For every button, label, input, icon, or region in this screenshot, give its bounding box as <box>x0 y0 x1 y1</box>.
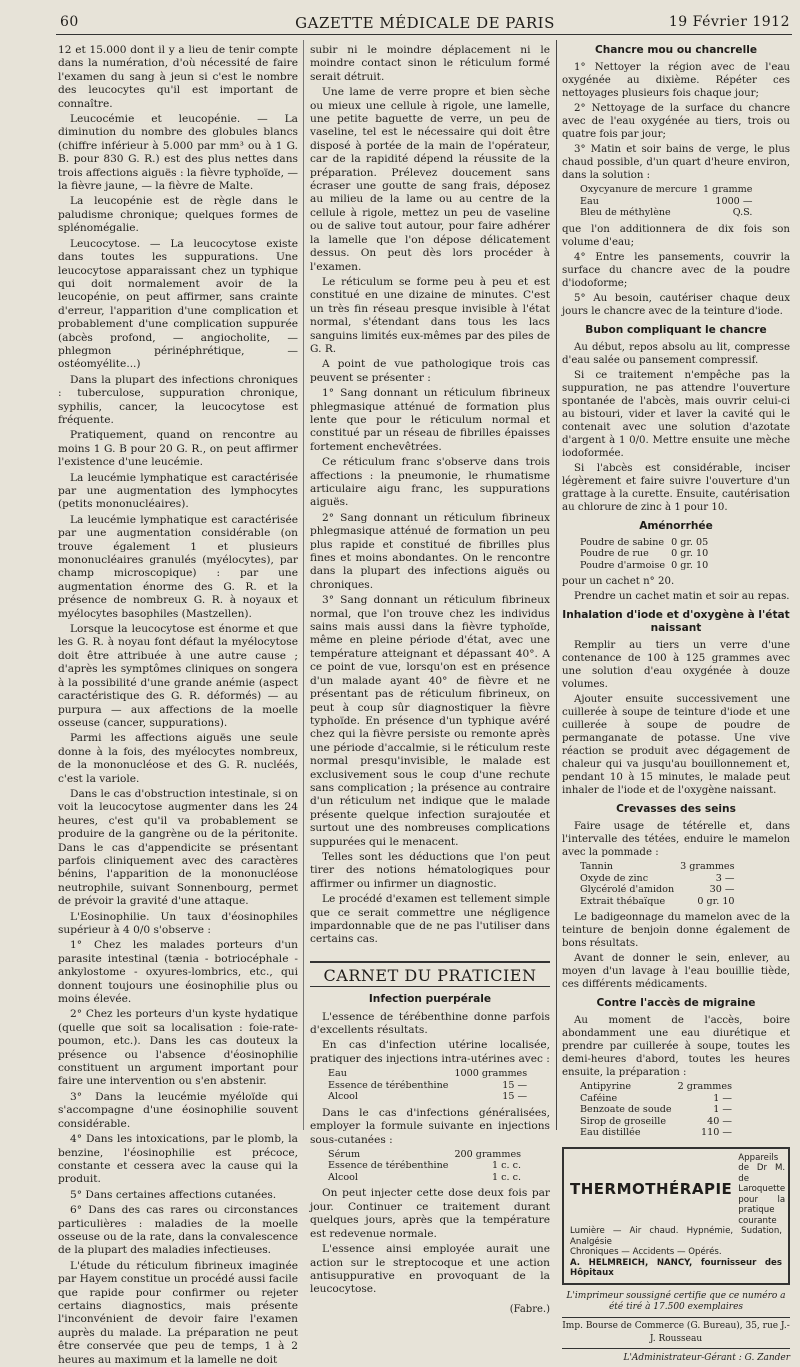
prescription-row <box>326 1068 529 1080</box>
prescription-row <box>578 884 737 896</box>
ingredient: Eau <box>580 195 599 207</box>
ad-line: Appareils de Dr M. de Laroquette pour la pratique courante <box>738 1152 786 1226</box>
dose: 1000 grammes <box>454 1068 528 1080</box>
paragraph: 2° Sang donnant un réticulum fibrineux phlegmasique atténué de formation un peu plus rapide et constitué de fibrilles plus fines et moins abondantes. On le rencontre dans la plupart des infections aiguës ou chroniques. <box>310 511 550 591</box>
ad-line: Chroniques — Accidents — Opérés. <box>570 1247 722 1257</box>
ingredient: Bleu de méthylène <box>580 207 671 218</box>
dose: 1 — <box>713 1104 733 1115</box>
prescription-row <box>578 861 737 873</box>
ingredient: Poudre de rue <box>580 548 649 559</box>
header-rule <box>56 34 792 35</box>
paragraph: Dans le cas d'infections généralisées, employer la formule suivante en injections sous-cutanées : <box>310 1106 550 1146</box>
dose: 40 — <box>707 1115 733 1127</box>
paragraph: Ajouter ensuite successivement une cuillerée à soupe de teinture d'iode et une cuillerée à soupe de poudre de permanganate de potasse. Une vive réaction se produit avec dégagement de chaleur qui va jusqu'au bouillonnement et, pendant 10 à 15 minutes, le malade peut inhaler de l'iode et de l'oxygène naissant. <box>562 694 790 796</box>
prescription-table <box>578 537 710 572</box>
subsection-title: Inhalation d'iode et d'oxygène à l'état naissant <box>562 609 790 634</box>
prescription-row <box>578 1104 734 1116</box>
prescription-row <box>578 184 754 196</box>
ingredient: Essence de térébenthine <box>328 1160 449 1172</box>
paragraph: 4° Dans les intoxications, par le plomb, la benzine, l'éosinophilie est précoce, constante et cessera avec la cause qui la produit. <box>58 1133 298 1186</box>
column-2 <box>310 44 550 1315</box>
ingredient: Benzoate de soude <box>580 1104 672 1115</box>
ad-line: Lumière — Air chaud. Hypnémie, Sudation, Analgésie <box>570 1226 782 1247</box>
prescription-table <box>578 184 754 219</box>
prescription-row <box>578 537 710 549</box>
paragraph: Telles sont les déductions que l'on peut tirer des notions hématologiques pour affirmer ou infirmer un diagnostic. <box>310 850 550 890</box>
publication-title: GAZETTE MÉDICALE DE PARIS <box>295 14 555 32</box>
paragraph: Au moment de l'accès, boire abondamment une eau diurétique et prendre par cuillerée à soupe, toutes les demi-heures d'abord, toutes les heures ensuite, la préparation : <box>562 1015 790 1078</box>
subsection-title: Aménorrhée <box>639 519 713 532</box>
paragraph: Parmi les affections aiguës une seule donne à la fois, des myélocytes nombreux, de la mononucléose et des G. R. nucléés, c'est la variole. <box>58 732 298 785</box>
prescription-row <box>578 1081 734 1093</box>
ingredient: Tannin <box>580 861 613 872</box>
dose: 3 — <box>715 872 735 884</box>
prescription-row <box>578 207 754 219</box>
prescription-row <box>578 1093 734 1105</box>
issue-date: 19 Février 1912 <box>668 14 790 30</box>
dose: 1 gramme <box>702 184 753 195</box>
dose: Q.S. <box>732 207 753 218</box>
paragraph: 5° Dans certaines affections cutanées. <box>70 1188 277 1201</box>
paragraph: 3° Dans la leucémie myéloïde qui s'accompagne d'une éosinophilie souvent considérable. <box>58 1090 298 1130</box>
ad-line: A. HELMREICH, NANCY, fournisseur des Hôpitaux <box>570 1257 782 1278</box>
dose: 110 — <box>701 1127 733 1138</box>
prescription-row <box>578 873 737 885</box>
paragraph: Lorsque la leucocytose est énorme et que les G. R. à noyau font défaut la myélocytose doit être attribuée à une autre cause ; d'après les symptômes cliniques on songera à la possibilité d'une grande anémie (aspect caractéristique des G. R. déformés) — au purpura — aux affections de la moelle osseuse (cancer, suppurations). <box>58 623 298 729</box>
paragraph: Dans la plupart des infections chroniques : tuberculose, suppuration chronique, syphilis, cancer, la leucocytose est fréquente. <box>58 373 298 426</box>
subsection-title: Chancre mou ou chancrelle <box>594 44 758 56</box>
paragraph: Faire usage de tétérelle et, dans l'intervalle des tétées, enduire le mamelon avec la pommade : <box>562 821 790 858</box>
prescription-row <box>578 896 737 908</box>
ingredient: Essence de térébenthine <box>328 1079 449 1091</box>
page-header <box>60 10 790 34</box>
author-signature: (Fabre.) <box>509 1303 550 1315</box>
ingredient: Eau distillée <box>580 1127 641 1138</box>
section-heading-carnet: CARNET DU PRATICIEN <box>310 961 550 987</box>
prescription-row <box>326 1149 523 1161</box>
ingredient: Sirop de groseille <box>580 1115 667 1127</box>
paragraph: La leucopénie est de règle dans le paludisme chronique; quelques formes de splénomégalie. <box>58 195 298 235</box>
paragraph: 5° Au besoin, cautériser chaque deux jours le chancre avec de la teinture d'iode. <box>562 292 790 317</box>
paragraph: Au début, repos absolu au lit, compresse d'eau salée ou pansement compressif. <box>562 341 790 366</box>
subsection-title: Contre l'accès de migraine <box>596 997 756 1009</box>
paragraph: que l'on additionnera de dix fois son volume d'eau; <box>562 223 790 248</box>
ingredient: Alcool <box>328 1171 358 1183</box>
paragraph: 2° Nettoyage de la surface du chancre avec de l'eau oxygénée au tiers, trois ou quatre fois par jour; <box>562 103 790 140</box>
prescription-row <box>578 196 754 208</box>
ingredient: Antipyrine <box>580 1081 632 1092</box>
dose: 1 c. c. <box>491 1171 522 1183</box>
column-divider <box>303 40 304 1130</box>
subsection-title: Infection puerpérale <box>368 993 492 1006</box>
paragraph: L'Eosinophilie. Un taux d'éosinophiles supérieur à 4 0/0 s'observe : <box>58 910 298 936</box>
paragraph: Le procédé d'examen est tellement simple que ce serait commettre une négligence impardonnable que de ne pas l'utiliser dans certains cas. <box>310 893 550 946</box>
column-3 <box>562 44 790 1363</box>
dose: 1 — <box>713 1092 733 1104</box>
dose: 2 grammes <box>677 1081 733 1092</box>
paragraph: L'essence ainsi employée aurait une action sur le streptocoque et une action antisuppurative en provoquant de la leucocytose. <box>310 1243 550 1296</box>
ingredient: Eau <box>328 1068 347 1080</box>
subsection-title: Bubon compliquant le chancre <box>585 323 767 336</box>
ingredient: Oxycyanure de mercure <box>580 184 697 195</box>
print-run-note: L'imprimeur soussigné certifie que ce numéro a été tiré à 17.500 exemplaires <box>566 1290 786 1312</box>
dose: 0 gr. 10 <box>671 548 709 559</box>
subsection-title: Crevasses des seins <box>616 803 736 815</box>
advertisement <box>562 1147 790 1285</box>
paragraph: Si ce traitement n'empêche pas la suppuration, ne pas attendre l'ouverture spontanée de l'abcès, mais ouvrir celui-ci au bistouri, vider et laver la cavité qui le contenait avec une solution d'azotate d'argent à 1 0/0. Mettre ensuite une mèche iodoformée. <box>562 369 790 459</box>
prescription-row <box>326 1160 523 1172</box>
paragraph: 3° Matin et soir bains de verge, le plus chaud possible, d'un quart d'heure environ, dans la solution : <box>562 144 790 181</box>
paragraph: L'étude du réticulum fibrineux imaginée par Hayem constitue un procédé aussi facile que rapide pour confirmer ou rejeter certains diagnostics, mais présente l'inconvénient de devoir faire l'examen auprès du malade. La préparation ne peut être conservée que peu de temps, 1 à 2 heures au maximum et la lamelle ne doit <box>58 1259 298 1366</box>
prescription-row <box>326 1091 529 1103</box>
paragraph: A point de vue pathologique trois cas peuvent se présenter : <box>310 358 550 384</box>
prescription-table <box>326 1068 529 1103</box>
paragraph: En cas d'infection utérine localisée, pratiquer des injections intra-utérines avec : <box>310 1039 550 1065</box>
column-divider <box>556 40 557 1130</box>
dose: 1000 — <box>715 195 753 207</box>
column-1 <box>58 44 298 1366</box>
paragraph: Le badigeonnage du mamelon avec de la teinture de benjoin donne également de bons résultats. <box>562 912 790 949</box>
ingredient: Glycérolé d'amidon <box>580 884 675 895</box>
paragraph: La leucémie lymphatique est caractérisée par une augmentation des lymphocytes (petits mononucléaires). <box>58 471 298 511</box>
ingredient: Caféine <box>580 1092 618 1104</box>
dose: 15 — <box>502 1091 528 1103</box>
ingredient: Alcool <box>328 1091 358 1103</box>
paragraph: 12 et 15.000 dont il y a lieu de tenir compte dans la numération, d'où nécessité de faire l'examen du sang à jeun si c'est le nombre des leucocytes qu'il est important de connaître. <box>58 44 298 110</box>
paragraph: Une lame de verre propre et bien sèche ou mieux une cellule à rigole, une lamelle, une petite baguette de verre, un peu de vaseline, tel est le nécessaire qui doit être disposé à portée de la main de l'opérateur, car de la rapidité dépend la réussite de la préparation. Prélevez doucement sans écraser une goutte de sang frais, déposez au milieu de la lame ou au centre de la cellule à rigole, mettez un peu de vaseline ou de salive tout autour, pour faire adhérer la lamelle que l'on dépose délicatement dessus. On peut dès lors procéder à l'examen. <box>310 86 550 273</box>
paragraph: Si l'abcès est considérable, inciser légèrement et faire suivre l'ouverture d'un grattage à la curette. Ensuite, cautérisation au chlorure de zinc à 1 pour 10. <box>562 462 790 513</box>
paragraph: Remplir au tiers un verre d'une contenance de 100 à 125 grammes avec une solution d'eau oxygénée à douze volumes. <box>562 640 790 690</box>
dose: 200 grammes <box>454 1148 522 1160</box>
ad-brand: THERMOTHÉRAPIE <box>570 1180 733 1198</box>
dose: 0 gr. 10 <box>671 559 709 571</box>
paragraph: On peut injecter cette dose deux fois par jour. Continuer ce traitement durant quelques jours, après que la température est redevenue normale. <box>310 1187 550 1240</box>
paragraph: 1° Sang donnant un réticulum fibrineux phlegmasique atténué de formation plus lente que pour le réticulum normal et constitué par un réseau de fibrilles épaisses fortement enchevêtrées. <box>310 387 550 453</box>
paragraph: pour un cachet n° 20. <box>562 576 675 587</box>
ingredient: Poudre d'armoise <box>580 559 666 571</box>
paragraph: Leucocémie et leucopénie. — La diminution du nombre des globules blancs (chiffre inférieur à 5.000 par mm³ ou à 1 G. B. pour 830 G. R.) est des plus nettes dans trois affections aiguës : la fièvre typhoïde, — la fièvre jaune, — la fièvre de Malte. <box>58 113 298 193</box>
paragraph: La leucémie lymphatique est caractérisée par une augmentation considérable (on trouve également 1 et plusieurs mononucléaires granulés (myélocytes), par champ microscopique) : par une augmentation énorme des G. R. et la présence de nombreux G. R. à noyaux et myélocytes basophiles (Mastzellen). <box>58 513 298 620</box>
prescription-row <box>578 548 710 560</box>
ingredient: Extrait thébaïque <box>580 895 666 907</box>
paragraph: Le réticulum se forme peu à peu et est constitué en une dizaine de minutes. C'est un très fin réseau presque invisible à l'état normal, s'étendant dans tous les lacs sanguins limités eux-mêmes par des piles de G. R. <box>310 275 550 355</box>
prescription-row <box>326 1080 529 1092</box>
manager-signature: L'Administrateur-Gérant : G. Zander <box>623 1352 790 1363</box>
prescription-row <box>578 560 710 572</box>
paragraph: Prendre un cachet matin et soir au repas. <box>574 591 790 602</box>
prescription-row <box>578 1116 734 1128</box>
paragraph: 3° Sang donnant un réticulum fibrineux normal, que l'on trouve chez les individus sains mais aussi dans la fièvre typhoïde, même en pleine période d'état, avec une température atteignant et dépassant 40°. A ce point de vue, lorsqu'on est en présence d'un malade ayant 40° de fièvre et ne présentant pas de réticulum fibrineux, on peut à coup sûr diagnostiquer la fièvre typhoïde. En présence d'un typhique avéré chez qui la fièvre persiste ou remonte après une période d'accalmie, si le réticulum reste normal presqu'invisible, le malade est exclusivement sous le coup d'une rechute sans complication ; la présence au contraire d'un réticulum net indique que le malade présente quelque infection surajoutée et surtout une des nombreuses complications suppurées qui le menacent. <box>310 594 550 848</box>
paragraph: L'essence de térébenthine donne parfois d'excellents résultats. <box>310 1010 550 1037</box>
paragraph: 4° Entre les pansements, couvrir la surface du chancre avec de la poudre d'iodoforme; <box>562 251 790 289</box>
dose: 0 gr. 05 <box>671 536 709 548</box>
paragraph: 6° Dans des cas rares ou circonstances particulières : maladies de la moelle osseuse ou de la rate, dans la convalescence de la plupart des maladies infectieuses. <box>58 1204 298 1257</box>
paragraph: 1° Chez les malades porteurs d'un parasite intestinal (tænia - botriocéphale - ankylostome - oxyures-lombrics, etc., qui donnent toujours une éosinophilie plus ou moins élevée. <box>58 939 298 1006</box>
ingredient: Sérum <box>328 1148 361 1160</box>
prescription-table <box>326 1149 523 1184</box>
dose: 15 — <box>502 1079 528 1091</box>
ingredient: Poudre de sabine <box>580 536 665 548</box>
dose: 3 grammes <box>680 861 735 872</box>
page-number: 60 <box>60 14 79 30</box>
paragraph: subir ni le moindre déplacement ni le moindre contact sinon le réticulum formé serait détruit. <box>310 44 550 83</box>
dose: 0 gr. 10 <box>697 895 735 907</box>
paragraph: Dans le cas d'obstruction intestinale, si on voit la leucocytose augmenter dans les 24 heures, c'est qu'il va probablement se produire de la gangrène ou de la péritonite. Dans le cas d'appendicite se présentant parfois cliniquement avec des caractères bénins, l'apparition de la mononucléose neutrophile, suivant Sonnenbourg, permet de prévoir la gravité d'une attaque. <box>58 787 298 908</box>
paragraph: 1° Nettoyer la région avec de l'eau oxygénée au dixième. Répéter ces nettoyages plusieurs fois chaque jour; <box>562 62 790 99</box>
dose: 1 c. c. <box>491 1160 522 1172</box>
prescription-row <box>578 1127 734 1139</box>
paragraph: Avant de donner le sein, enlever, au moyen d'un lavage à l'eau bouillie tiède, ces différents médicaments. <box>562 953 790 990</box>
paragraph: Pratiquement, quand on rencontre au moins 1 G. B pour 20 G. R., on peut affirmer l'existence d'une leucémie. <box>58 429 298 469</box>
prescription-row <box>326 1172 523 1184</box>
printer-imprint: Imp. Bourse de Commerce (G. Bureau), 35, rue J.-J. Rousseau <box>562 1317 790 1349</box>
paragraph: 2° Chez les porteurs d'un kyste hydatique (quelle que soit sa localisation : foie-rate-poumon, etc.). Dans les cas douteux la présence ou l'absence d'éosinophilie constituent un argument important pour faire une intervention ou s'en abstenir. <box>58 1008 298 1088</box>
ad-header <box>570 1152 786 1227</box>
paragraph: Ce réticulum franc s'observe dans trois affections : la pneumonie, le rhumatisme articulaire aigu franc, les suppurations aiguës. <box>310 456 550 509</box>
prescription-table <box>578 861 737 907</box>
paragraph: Leucocytose. — La leucocytose existe dans toutes les suppurations. Une leucocytose apparaissant chez un typhique qui doit normalement avoir de la leucopénie, on peut affirmer, sans crainte d'erreur, l'apparition d'une complication et probablement d'une complication suppurée (abcès profond, — angiocholite, — phlegmon périnéphrétique, — ostéomyélite...) <box>58 237 298 371</box>
ingredient: Oxyde de zinc <box>580 872 649 884</box>
dose: 30 — <box>709 884 735 895</box>
prescription-table <box>578 1081 734 1139</box>
